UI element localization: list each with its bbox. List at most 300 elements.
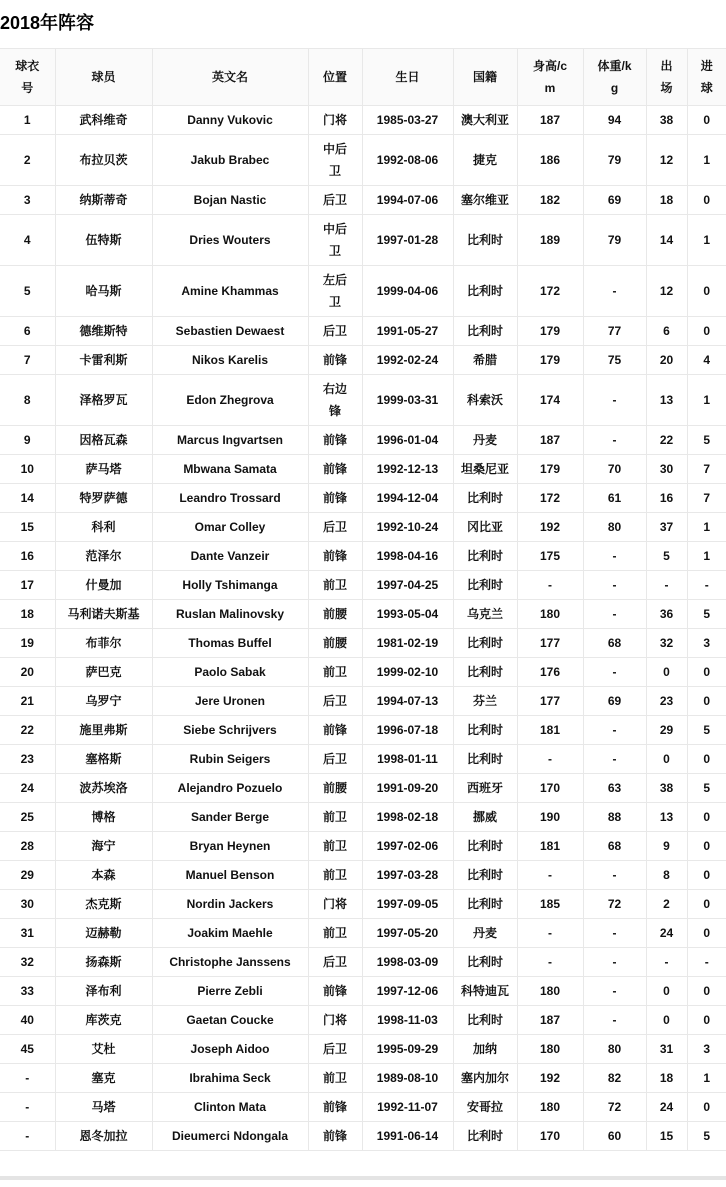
cell-birthday: 1998-01-11 [362,745,453,774]
cell-birthday: 1996-01-04 [362,426,453,455]
cell-goals: 0 [687,266,726,317]
cell-weight-kg: 79 [583,135,646,186]
cell-position [308,1064,362,1093]
cell-jersey-number: 45 [0,1035,55,1064]
position-label: 前卫 [322,810,347,824]
table-row [0,135,726,186]
cell-nationality: 比利时 [453,832,517,861]
cell-appearances: 14 [646,215,687,266]
cell-birthday: 1997-01-28 [362,215,453,266]
cell-nationality: 冈比亚 [453,513,517,542]
cell-height-cm: 180 [517,1093,583,1122]
cell-appearances: 37 [646,513,687,542]
position-label: 后卫 [322,694,347,708]
cell-birthday: 1992-08-06 [362,135,453,186]
cell-goals: 0 [687,658,726,687]
cell-nationality: 丹麦 [453,919,517,948]
cell-height-cm: 177 [517,629,583,658]
cell-appearances: 8 [646,861,687,890]
cell-appearances: - [646,948,687,977]
cell-height-cm: 192 [517,1064,583,1093]
cell-height-cm: 170 [517,1122,583,1151]
cell-goals: 1 [687,1064,726,1093]
table-row [0,803,726,832]
position-label: 前卫 [322,868,347,882]
position-label: 门将 [322,897,347,911]
cell-position [308,513,362,542]
cell-birthday: 1992-02-24 [362,346,453,375]
cell-jersey-number: 18 [0,600,55,629]
cell-goals: 0 [687,977,726,1006]
cell-appearances: 0 [646,745,687,774]
cell-nationality: 丹麦 [453,426,517,455]
cell-appearances: 38 [646,106,687,135]
table-row [0,215,726,266]
cell-jersey-number: 10 [0,455,55,484]
cell-appearances: 24 [646,1093,687,1122]
cell-goals: 5 [687,774,726,803]
cell-appearances: 2 [646,890,687,919]
position-label: 左后卫 [322,273,347,309]
cell-position [308,106,362,135]
cell-birthday: 1994-07-06 [362,186,453,215]
column-header-label: 球衣号 [15,59,40,95]
cell-weight-kg: 60 [583,1122,646,1151]
cell-height-cm: 179 [517,455,583,484]
cell-position [308,745,362,774]
cell-nationality: 比利时 [453,215,517,266]
cell-position [308,455,362,484]
cell-position [308,658,362,687]
cell-position [308,266,362,317]
cell-goals: 1 [687,542,726,571]
cell-player-en: Sander Berge [152,803,308,832]
cell-height-cm: 179 [517,346,583,375]
cell-player-en: Ibrahima Seck [152,1064,308,1093]
cell-nationality: 比利时 [453,890,517,919]
cell-goals: 4 [687,346,726,375]
cell-position [308,600,362,629]
cell-jersey-number: 33 [0,977,55,1006]
cell-goals: 1 [687,215,726,266]
cell-birthday: 1997-02-06 [362,832,453,861]
cell-appearances: 5 [646,542,687,571]
cell-position [308,484,362,513]
column-header-position [308,49,362,106]
cell-nationality: 希腊 [453,346,517,375]
cell-nationality: 比利时 [453,1122,517,1151]
table-row [0,687,726,716]
cell-position [308,426,362,455]
table-row [0,1064,726,1093]
cell-position [308,774,362,803]
cell-birthday: 1981-02-19 [362,629,453,658]
cell-player-en: Mbwana Samata [152,455,308,484]
cell-goals: 0 [687,186,726,215]
position-label: 前腰 [322,781,347,795]
cell-weight-kg: 61 [583,484,646,513]
cell-birthday: 1992-10-24 [362,513,453,542]
cell-player-en: Dieumerci Ndongala [152,1122,308,1151]
cell-player-en: Bojan Nastic [152,186,308,215]
column-header-appearances [646,49,687,106]
cell-birthday: 1999-02-10 [362,658,453,687]
cell-player-cn: 塞格斯 [55,745,152,774]
cell-position [308,346,362,375]
cell-height-cm: 185 [517,890,583,919]
cell-nationality: 比利时 [453,266,517,317]
position-label: 中后卫 [322,142,347,178]
cell-nationality: 芬兰 [453,687,517,716]
cell-height-cm: 186 [517,135,583,186]
cell-weight-kg: 88 [583,803,646,832]
cell-birthday: 1998-03-09 [362,948,453,977]
position-label: 后卫 [322,1042,347,1056]
cell-height-cm: - [517,919,583,948]
cell-player-cn: 杰克斯 [55,890,152,919]
cell-jersey-number: 6 [0,317,55,346]
column-header-weight-kg [583,49,646,106]
cell-goals: 5 [687,1122,726,1151]
cell-position [308,542,362,571]
cell-height-cm: 187 [517,426,583,455]
position-label: 前锋 [322,984,347,998]
table-row [0,716,726,745]
cell-nationality: 比利时 [453,629,517,658]
cell-player-en: Gaetan Coucke [152,1006,308,1035]
table-row [0,629,726,658]
table-row [0,600,726,629]
cell-appearances: 0 [646,977,687,1006]
cell-player-en: Alejandro Pozuelo [152,774,308,803]
column-header-label: 位置 [322,70,347,84]
cell-goals: 0 [687,890,726,919]
cell-player-en: Jakub Brabec [152,135,308,186]
position-label: 前卫 [322,1071,347,1085]
table-row [0,542,726,571]
cell-player-en: Thomas Buffel [152,629,308,658]
cell-appearances: 0 [646,658,687,687]
horizontal-scrollbar-track[interactable] [0,1176,726,1180]
cell-goals: 3 [687,629,726,658]
cell-weight-kg: - [583,716,646,745]
position-label: 前锋 [322,491,347,505]
cell-weight-kg: 72 [583,890,646,919]
cell-player-cn: 特罗萨德 [55,484,152,513]
cell-height-cm: 189 [517,215,583,266]
cell-player-cn: 武科维奇 [55,106,152,135]
cell-weight-kg: - [583,948,646,977]
table-row [0,919,726,948]
cell-goals: 0 [687,919,726,948]
cell-position [308,803,362,832]
cell-player-en: Holly Tshimanga [152,571,308,600]
cell-nationality: 坦桑尼亚 [453,455,517,484]
cell-player-en: Jere Uronen [152,687,308,716]
position-label: 前锋 [322,1129,347,1143]
cell-height-cm: 170 [517,774,583,803]
cell-nationality: 比利时 [453,317,517,346]
cell-position [308,919,362,948]
cell-height-cm: 192 [517,513,583,542]
position-label: 中后卫 [322,222,347,258]
cell-jersey-number: 3 [0,186,55,215]
cell-height-cm: 181 [517,832,583,861]
cell-position [308,687,362,716]
cell-birthday: 1991-05-27 [362,317,453,346]
cell-nationality: 比利时 [453,658,517,687]
cell-height-cm: - [517,571,583,600]
cell-player-en: Ruslan Malinovsky [152,600,308,629]
column-header-nationality [453,49,517,106]
cell-jersey-number: 22 [0,716,55,745]
cell-nationality: 比利时 [453,571,517,600]
cell-position [308,1122,362,1151]
cell-player-cn: 库茨克 [55,1006,152,1035]
cell-jersey-number: 20 [0,658,55,687]
cell-jersey-number: 5 [0,266,55,317]
cell-weight-kg: 63 [583,774,646,803]
cell-goals: 0 [687,687,726,716]
cell-player-cn: 布菲尔 [55,629,152,658]
cell-weight-kg: 79 [583,215,646,266]
cell-jersey-number: 23 [0,745,55,774]
cell-goals: 3 [687,1035,726,1064]
cell-player-cn: 哈马斯 [55,266,152,317]
cell-position [308,317,362,346]
cell-player-en: Omar Colley [152,513,308,542]
cell-player-cn: 什曼加 [55,571,152,600]
cell-birthday: 1997-05-20 [362,919,453,948]
cell-nationality: 比利时 [453,861,517,890]
cell-appearances: 22 [646,426,687,455]
cell-jersey-number: 29 [0,861,55,890]
cell-nationality: 比利时 [453,716,517,745]
position-label: 后卫 [322,193,347,207]
cell-nationality: 挪威 [453,803,517,832]
position-label: 前卫 [322,839,347,853]
column-header-label: 英文名 [211,70,248,84]
cell-nationality: 比利时 [453,745,517,774]
position-label: 后卫 [322,324,347,338]
column-header-label: 生日 [395,70,420,84]
cell-height-cm: 175 [517,542,583,571]
table-row [0,745,726,774]
cell-jersey-number: 16 [0,542,55,571]
cell-appearances: 16 [646,484,687,513]
table-row [0,426,726,455]
cell-nationality: 加纳 [453,1035,517,1064]
cell-player-cn: 波苏埃洛 [55,774,152,803]
cell-player-en: Siebe Schrijvers [152,716,308,745]
cell-player-cn: 萨马塔 [55,455,152,484]
cell-player-en: Christophe Janssens [152,948,308,977]
cell-player-cn: 马塔 [55,1093,152,1122]
position-label: 右边锋 [322,382,347,418]
cell-appearances: 15 [646,1122,687,1151]
cell-appearances: 36 [646,600,687,629]
cell-appearances: 13 [646,803,687,832]
cell-position [308,215,362,266]
cell-player-cn: 博格 [55,803,152,832]
cell-height-cm: 190 [517,803,583,832]
table-row [0,832,726,861]
cell-birthday: 1998-02-18 [362,803,453,832]
cell-jersey-number: 4 [0,215,55,266]
cell-jersey-number: 24 [0,774,55,803]
table-row [0,1035,726,1064]
cell-birthday: 1991-09-20 [362,774,453,803]
cell-height-cm: - [517,745,583,774]
cell-appearances: 0 [646,1006,687,1035]
cell-appearances: 32 [646,629,687,658]
cell-goals: 7 [687,484,726,513]
cell-weight-kg: - [583,977,646,1006]
cell-jersey-number: 31 [0,919,55,948]
column-header-label: 体重/kg [597,59,632,95]
cell-goals: 5 [687,426,726,455]
cell-jersey-number: 2 [0,135,55,186]
cell-nationality: 比利时 [453,948,517,977]
table-row [0,317,726,346]
cell-player-cn: 马利诺夫斯基 [55,600,152,629]
cell-weight-kg: - [583,600,646,629]
cell-weight-kg: 75 [583,346,646,375]
cell-position [308,861,362,890]
cell-jersey-number: 19 [0,629,55,658]
table-row [0,571,726,600]
cell-nationality: 科特迪瓦 [453,977,517,1006]
squad-table [0,48,726,1151]
cell-birthday: 1998-11-03 [362,1006,453,1035]
cell-goals: - [687,571,726,600]
cell-weight-kg: - [583,1006,646,1035]
column-header-player-cn [55,49,152,106]
cell-birthday: 1999-03-31 [362,375,453,426]
cell-height-cm: 181 [517,716,583,745]
cell-jersey-number: - [0,1093,55,1122]
cell-jersey-number: 32 [0,948,55,977]
cell-player-cn: 乌罗宁 [55,687,152,716]
cell-height-cm: 187 [517,1006,583,1035]
cell-jersey-number: 14 [0,484,55,513]
cell-height-cm: - [517,861,583,890]
cell-appearances: 18 [646,186,687,215]
cell-jersey-number: 7 [0,346,55,375]
cell-position [308,832,362,861]
cell-weight-kg: 80 [583,513,646,542]
cell-position [308,716,362,745]
cell-player-en: Dries Wouters [152,215,308,266]
cell-jersey-number: 8 [0,375,55,426]
cell-player-cn: 艾杜 [55,1035,152,1064]
cell-goals: 0 [687,803,726,832]
position-label: 前腰 [322,607,347,621]
cell-player-en: Joakim Maehle [152,919,308,948]
cell-player-en: Rubin Seigers [152,745,308,774]
cell-player-cn: 纳斯蒂奇 [55,186,152,215]
table-row [0,375,726,426]
cell-weight-kg: 80 [583,1035,646,1064]
cell-goals: 0 [687,861,726,890]
position-label: 前卫 [322,926,347,940]
position-label: 前锋 [322,433,347,447]
column-header-jersey-number [0,49,55,106]
cell-appearances: 38 [646,774,687,803]
cell-position [308,890,362,919]
position-label: 前锋 [322,723,347,737]
cell-nationality: 比利时 [453,484,517,513]
cell-birthday: 1997-03-28 [362,861,453,890]
cell-height-cm: 172 [517,266,583,317]
cell-player-cn: 塞克 [55,1064,152,1093]
cell-nationality: 比利时 [453,1006,517,1035]
cell-nationality: 塞内加尔 [453,1064,517,1093]
cell-position [308,1035,362,1064]
cell-player-cn: 施里弗斯 [55,716,152,745]
position-label: 门将 [322,1013,347,1027]
table-row [0,266,726,317]
cell-player-cn: 布拉贝茨 [55,135,152,186]
cell-appearances: - [646,571,687,600]
cell-position [308,977,362,1006]
cell-jersey-number: 40 [0,1006,55,1035]
cell-appearances: 12 [646,266,687,317]
cell-goals: 1 [687,513,726,542]
cell-appearances: 24 [646,919,687,948]
cell-birthday: 1993-05-04 [362,600,453,629]
position-label: 前锋 [322,353,347,367]
cell-jersey-number: - [0,1064,55,1093]
cell-appearances: 31 [646,1035,687,1064]
table-row [0,948,726,977]
column-header-label: 进球 [700,59,713,95]
cell-jersey-number: 15 [0,513,55,542]
cell-birthday: 1994-07-13 [362,687,453,716]
cell-jersey-number: 30 [0,890,55,919]
cell-birthday: 1997-12-06 [362,977,453,1006]
column-header-label: 出场 [660,59,673,95]
cell-player-en: Sebastien Dewaest [152,317,308,346]
cell-player-en: Joseph Aidoo [152,1035,308,1064]
cell-height-cm: 180 [517,977,583,1006]
cell-weight-kg: 69 [583,687,646,716]
cell-position [308,571,362,600]
position-label: 后卫 [322,752,347,766]
cell-height-cm: 176 [517,658,583,687]
table-row [0,513,726,542]
cell-position [308,1006,362,1035]
table-row [0,1006,726,1035]
cell-player-en: Paolo Sabak [152,658,308,687]
cell-goals: 0 [687,745,726,774]
cell-weight-kg: - [583,542,646,571]
cell-player-en: Dante Vanzeir [152,542,308,571]
cell-weight-kg: - [583,375,646,426]
cell-height-cm: 180 [517,1035,583,1064]
cell-position [308,1093,362,1122]
cell-appearances: 6 [646,317,687,346]
cell-position [308,375,362,426]
cell-goals: - [687,948,726,977]
table-row [0,346,726,375]
cell-weight-kg: - [583,571,646,600]
cell-player-cn: 德维斯特 [55,317,152,346]
column-header-player-en [152,49,308,106]
position-label: 门将 [322,113,347,127]
cell-jersey-number: 17 [0,571,55,600]
position-label: 前卫 [322,578,347,592]
